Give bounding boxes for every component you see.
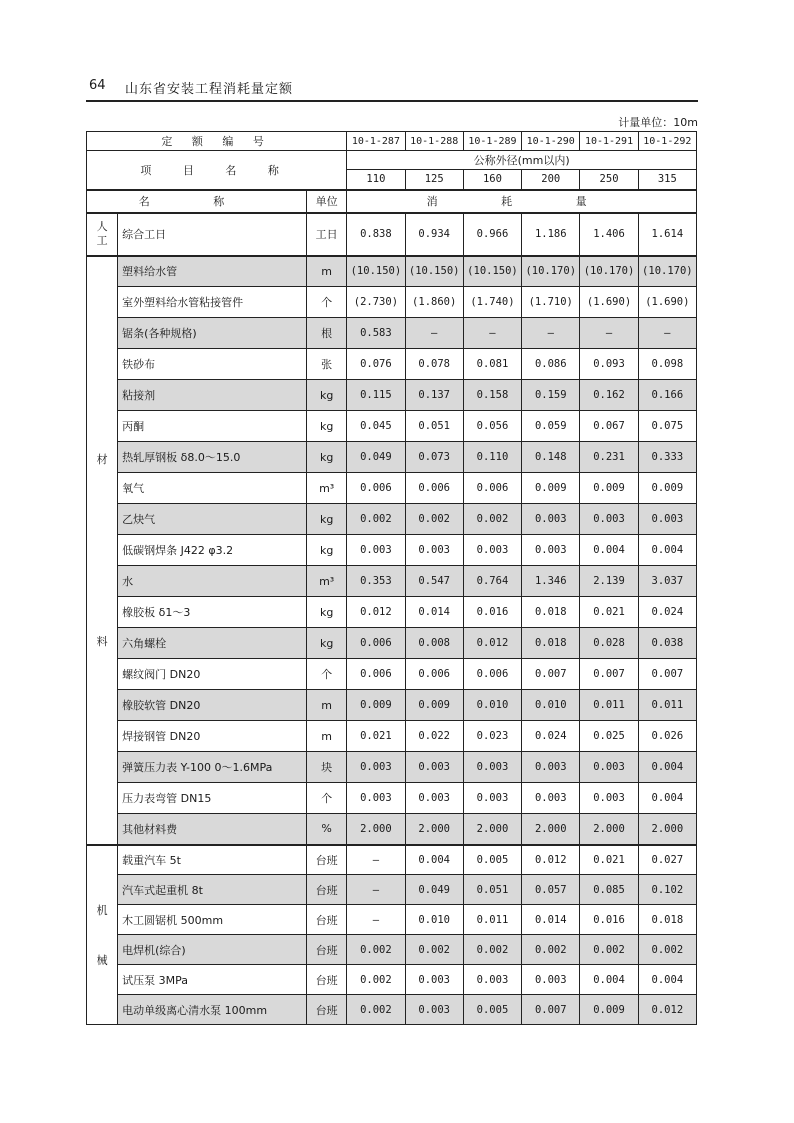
consumption-value: 0.006	[463, 473, 521, 504]
book-title: 山东省安装工程消耗量定额	[125, 82, 294, 97]
resource-name: 压力表弯管 DN15	[118, 783, 307, 814]
quota-code: 10-1-287	[347, 132, 405, 151]
consumption-value: 0.547	[405, 566, 463, 597]
category-label: 人工	[96, 219, 108, 247]
consumption-value: 0.003	[463, 752, 521, 783]
resource-name: 橡胶板 δ1～3	[118, 597, 307, 628]
resource-name: 低碳钢焊条 J422 φ3.2	[118, 535, 307, 566]
resource-name: 试压泵 3MPa	[118, 965, 307, 995]
consumption-value: 0.003	[522, 752, 580, 783]
consumption-value: 0.045	[347, 411, 405, 442]
consumption-value: 0.009	[580, 473, 638, 504]
resource-unit: kg	[307, 411, 347, 442]
consumption-value: 0.003	[463, 783, 521, 814]
consumption-value: —	[638, 318, 696, 349]
consumption-value: 0.166	[638, 380, 696, 411]
consumption-value: 0.093	[580, 349, 638, 380]
consumption-value: 2.000	[522, 814, 580, 845]
table-row	[87, 875, 697, 905]
consumption-value: 0.086	[522, 349, 580, 380]
consumption-value: 0.027	[638, 845, 696, 875]
consumption-value: 0.002	[522, 935, 580, 965]
consumption-value: 0.162	[580, 380, 638, 411]
consumption-value: 0.004	[638, 783, 696, 814]
consumption-value: 0.006	[463, 659, 521, 690]
consumption-value: (1.860)	[405, 287, 463, 318]
consumption-value: —	[580, 318, 638, 349]
consumption-value: 0.038	[638, 628, 696, 659]
consumption-value: 0.003	[347, 752, 405, 783]
consumption-value: 0.059	[522, 411, 580, 442]
consumption-value: 0.007	[638, 659, 696, 690]
consumption-value: —	[347, 875, 405, 905]
consumption-value: 0.005	[463, 995, 521, 1025]
consumption-value: 0.583	[347, 318, 405, 349]
consumption-value: 0.076	[347, 349, 405, 380]
category-label: 材	[96, 452, 108, 466]
consumption-value: 0.002	[347, 995, 405, 1025]
consumption-value: 0.002	[463, 935, 521, 965]
resource-name: 丙酮	[118, 411, 307, 442]
diameter-value: 315	[638, 170, 696, 190]
category-label: 机	[96, 904, 108, 917]
consumption-value: 0.057	[522, 875, 580, 905]
consumption-value: 0.010	[522, 690, 580, 721]
resource-unit: m	[307, 721, 347, 752]
consumption-value: (10.150)	[405, 256, 463, 287]
consumption-value: 0.098	[638, 349, 696, 380]
consumption-value: 0.003	[405, 783, 463, 814]
consumption-value: 2.000	[638, 814, 696, 845]
consumption-value: 0.004	[405, 845, 463, 875]
table-row	[87, 752, 697, 783]
table-row	[87, 213, 697, 256]
page-number: 64	[89, 78, 106, 93]
consumption-value: 0.934	[405, 213, 463, 256]
table-row	[87, 783, 697, 814]
consumption-value: 0.009	[580, 995, 638, 1025]
consumption-value: (10.150)	[463, 256, 521, 287]
consumption-value: 0.009	[405, 690, 463, 721]
resource-unit: kg	[307, 380, 347, 411]
consumption-value: 2.000	[405, 814, 463, 845]
consumption-value: 1.186	[522, 213, 580, 256]
consumption-value: 0.003	[522, 504, 580, 535]
diameter-value: 110	[347, 170, 405, 190]
resource-unit: m³	[307, 473, 347, 504]
consumption-value: 0.004	[580, 535, 638, 566]
resource-unit: 台班	[307, 845, 347, 875]
category-label: 械	[96, 953, 108, 967]
consumption-value: 0.004	[638, 535, 696, 566]
table-row	[87, 473, 697, 504]
consumption-value: (10.150)	[347, 256, 405, 287]
consumption-value: 1.346	[522, 566, 580, 597]
diameter-value: 160	[463, 170, 521, 190]
table-row	[87, 721, 697, 752]
table-row	[87, 256, 697, 287]
consumption-value: 0.004	[638, 752, 696, 783]
consumption-value: 0.023	[463, 721, 521, 752]
consumption-value: 0.003	[405, 965, 463, 995]
resource-unit: 个	[307, 659, 347, 690]
consumption-value: 0.333	[638, 442, 696, 473]
consumption-value: 0.081	[463, 349, 521, 380]
consumption-value: 0.115	[347, 380, 405, 411]
table-row	[87, 814, 697, 845]
consumption-value: 0.021	[580, 845, 638, 875]
consumption-value: (1.690)	[638, 287, 696, 318]
consumption-value: 0.966	[463, 213, 521, 256]
consumption-value: 0.006	[347, 659, 405, 690]
quota-code: 10-1-289	[463, 132, 521, 151]
consumption-value: 0.056	[463, 411, 521, 442]
resource-unit: kg	[307, 628, 347, 659]
consumption-value: 0.004	[580, 965, 638, 995]
diameter-value: 125	[405, 170, 463, 190]
table-row	[87, 411, 697, 442]
resource-name: 木工圆锯机 500mm	[118, 905, 307, 935]
resource-unit: 台班	[307, 935, 347, 965]
consumption-value: 0.002	[347, 965, 405, 995]
consumption-value: 0.085	[580, 875, 638, 905]
resource-name: 电动单级离心清水泵 100mm	[118, 995, 307, 1025]
consumption-value: 0.003	[463, 965, 521, 995]
consumption-value: 0.353	[347, 566, 405, 597]
consumption-value: 0.003	[347, 783, 405, 814]
consumption-value: (2.730)	[347, 287, 405, 318]
consumption-value: 0.003	[347, 535, 405, 566]
consumption-value: 0.003	[405, 995, 463, 1025]
consumption-value: 0.009	[347, 690, 405, 721]
unit-note: 计量单位：10m	[618, 116, 698, 129]
consumption-value: 0.159	[522, 380, 580, 411]
consumption-value: —	[347, 905, 405, 935]
resource-unit: 台班	[307, 875, 347, 905]
consumption-value: 0.003	[580, 504, 638, 535]
consumption-value: 0.051	[463, 875, 521, 905]
consumption-value: 0.102	[638, 875, 696, 905]
diameter-group-label: 公称外径(mm以内)	[347, 151, 697, 170]
consumption-value: 0.002	[405, 935, 463, 965]
consumption-value: 0.021	[580, 597, 638, 628]
resource-unit: kg	[307, 535, 347, 566]
consumption-value: (1.690)	[580, 287, 638, 318]
consumption-value: —	[463, 318, 521, 349]
consumption-value: 0.003	[638, 504, 696, 535]
consumption-value: 0.016	[580, 905, 638, 935]
resource-name: 氧气	[118, 473, 307, 504]
consumption-value: 0.025	[580, 721, 638, 752]
consumption-value: (10.170)	[638, 256, 696, 287]
resource-name: 综合工日	[118, 213, 307, 256]
consumption-value: 0.002	[347, 935, 405, 965]
consumption-value: 0.024	[522, 721, 580, 752]
consumption-value: —	[405, 318, 463, 349]
resource-name: 水	[118, 566, 307, 597]
consumption-value: 0.021	[347, 721, 405, 752]
consumption-value: 0.067	[580, 411, 638, 442]
resource-unit: kg	[307, 504, 347, 535]
consumption-value: (1.740)	[463, 287, 521, 318]
consumption-value: 0.018	[522, 597, 580, 628]
quota-code: 10-1-292	[638, 132, 696, 151]
consumption-value: 0.011	[638, 690, 696, 721]
resource-name: 弹簧压力表 Y-100 0～1.6MPa	[118, 752, 307, 783]
unit-column-header: 单位	[307, 190, 347, 213]
resource-unit: kg	[307, 442, 347, 473]
consumption-value: 0.018	[638, 905, 696, 935]
table-row	[87, 504, 697, 535]
consumption-value: 0.003	[522, 783, 580, 814]
consumption-value: 0.006	[347, 473, 405, 504]
resource-name: 锯条(各种规格)	[118, 318, 307, 349]
resource-name: 粘接剂	[118, 380, 307, 411]
consumption-value: —	[347, 845, 405, 875]
consumption-value: 0.009	[638, 473, 696, 504]
consumption-value: 0.002	[405, 504, 463, 535]
table-row	[87, 318, 697, 349]
consumption-value: 3.037	[638, 566, 696, 597]
consumption-value: 0.231	[580, 442, 638, 473]
table-row	[87, 845, 697, 875]
consumption-value: 0.002	[463, 504, 521, 535]
resource-name: 载重汽车 5t	[118, 845, 307, 875]
consumption-value: 0.073	[405, 442, 463, 473]
table-row	[87, 380, 697, 411]
consumption-value: 2.000	[347, 814, 405, 845]
table-row	[87, 535, 697, 566]
resource-unit: 根	[307, 318, 347, 349]
consumption-value: 0.049	[347, 442, 405, 473]
consumption-value: 0.075	[638, 411, 696, 442]
consumption-value: 0.148	[522, 442, 580, 473]
resource-unit: 块	[307, 752, 347, 783]
consumption-value: 0.006	[347, 628, 405, 659]
consumption-value: 0.007	[580, 659, 638, 690]
resource-unit: 台班	[307, 905, 347, 935]
table-row	[87, 935, 697, 965]
quota-code: 10-1-290	[522, 132, 580, 151]
consumption-value: 0.838	[347, 213, 405, 256]
consumption-value: 0.005	[463, 845, 521, 875]
resource-name: 乙炔气	[118, 504, 307, 535]
consumption-value: 0.002	[580, 935, 638, 965]
consumption-value: 0.014	[522, 905, 580, 935]
consumption-value: 0.003	[405, 535, 463, 566]
consumption-value: 0.110	[463, 442, 521, 473]
consumption-value: 0.764	[463, 566, 521, 597]
consumption-value: 2.139	[580, 566, 638, 597]
consumption-value: 0.010	[463, 690, 521, 721]
consumption-value: 2.000	[580, 814, 638, 845]
resource-name: 其他材料费	[118, 814, 307, 845]
consumption-value: 0.011	[580, 690, 638, 721]
resource-unit: %	[307, 814, 347, 845]
table-row	[87, 659, 697, 690]
consumption-value: 0.018	[522, 628, 580, 659]
resource-name: 室外塑料给水管粘接管件	[118, 287, 307, 318]
consumption-value: 0.137	[405, 380, 463, 411]
category-machine	[87, 845, 118, 1025]
consumption-value: 0.008	[405, 628, 463, 659]
table-row	[87, 905, 697, 935]
consumption-value: 0.007	[522, 659, 580, 690]
consumption-value: 0.004	[638, 965, 696, 995]
table-row	[87, 965, 697, 995]
resource-name: 橡胶软管 DN20	[118, 690, 307, 721]
table-row	[87, 566, 697, 597]
consumption-value: (10.170)	[522, 256, 580, 287]
resource-name: 铁砂布	[118, 349, 307, 380]
resource-name: 热轧厚钢板 δ8.0～15.0	[118, 442, 307, 473]
quota-table	[86, 131, 697, 1025]
consumption-value: 0.010	[405, 905, 463, 935]
resource-unit: 个	[307, 783, 347, 814]
consumption-value: 0.051	[405, 411, 463, 442]
consumption-value: 1.406	[580, 213, 638, 256]
resource-unit: m³	[307, 566, 347, 597]
consumption-value: 0.078	[405, 349, 463, 380]
consumption-value: 0.007	[522, 995, 580, 1025]
table-row	[87, 442, 697, 473]
quota-code: 10-1-288	[405, 132, 463, 151]
name-column-header: 名 称	[87, 190, 307, 213]
page-header	[86, 74, 698, 102]
consumption-value: 0.011	[463, 905, 521, 935]
consumption-value: 0.158	[463, 380, 521, 411]
consumption-value: 0.006	[405, 473, 463, 504]
consumption-value: 0.003	[522, 965, 580, 995]
quota-code-label: 定 额 编 号	[87, 132, 347, 151]
resource-unit: m	[307, 690, 347, 721]
item-name-label: 项 目 名 称	[87, 151, 347, 190]
resource-unit: 工日	[307, 213, 347, 256]
consumption-value: 0.003	[463, 535, 521, 566]
consumption-header: 消 耗 量	[347, 190, 697, 213]
consumption-value: 0.028	[580, 628, 638, 659]
consumption-value: (10.170)	[580, 256, 638, 287]
resource-unit: 台班	[307, 995, 347, 1025]
table-row	[87, 628, 697, 659]
resource-unit: kg	[307, 597, 347, 628]
consumption-value: 0.012	[463, 628, 521, 659]
consumption-value: —	[522, 318, 580, 349]
table-row	[87, 349, 697, 380]
resource-name: 电焊机(综合)	[118, 935, 307, 965]
consumption-value: 2.000	[463, 814, 521, 845]
table-row	[87, 995, 697, 1025]
consumption-value: 0.049	[405, 875, 463, 905]
category-label: 料	[96, 635, 108, 649]
diameter-value: 250	[580, 170, 638, 190]
consumption-value: 0.002	[638, 935, 696, 965]
consumption-value: 0.009	[522, 473, 580, 504]
consumption-value: 0.003	[522, 535, 580, 566]
consumption-value: 0.016	[463, 597, 521, 628]
resource-name: 六角螺栓	[118, 628, 307, 659]
resource-name: 螺纹阀门 DN20	[118, 659, 307, 690]
category-labor	[87, 213, 118, 256]
resource-unit: 台班	[307, 965, 347, 995]
consumption-value: 0.012	[522, 845, 580, 875]
resource-name: 焊接钢管 DN20	[118, 721, 307, 752]
resource-unit: 张	[307, 349, 347, 380]
table-row	[87, 597, 697, 628]
consumption-value: 0.012	[347, 597, 405, 628]
consumption-value: 0.003	[580, 783, 638, 814]
table-row	[87, 287, 697, 318]
category-material	[87, 256, 118, 845]
diameter-value: 200	[522, 170, 580, 190]
consumption-value: 0.002	[347, 504, 405, 535]
consumption-value: 0.026	[638, 721, 696, 752]
resource-unit: 个	[307, 287, 347, 318]
table-row	[87, 690, 697, 721]
resource-name: 汽车式起重机 8t	[118, 875, 307, 905]
consumption-value: 0.012	[638, 995, 696, 1025]
consumption-value: (1.710)	[522, 287, 580, 318]
resource-name: 塑料给水管	[118, 256, 307, 287]
consumption-value: 0.024	[638, 597, 696, 628]
consumption-value: 0.003	[580, 752, 638, 783]
consumption-value: 0.003	[405, 752, 463, 783]
consumption-value: 0.006	[405, 659, 463, 690]
consumption-value: 1.614	[638, 213, 696, 256]
resource-unit: m	[307, 256, 347, 287]
consumption-value: 0.014	[405, 597, 463, 628]
quota-code: 10-1-291	[580, 132, 638, 151]
consumption-value: 0.022	[405, 721, 463, 752]
